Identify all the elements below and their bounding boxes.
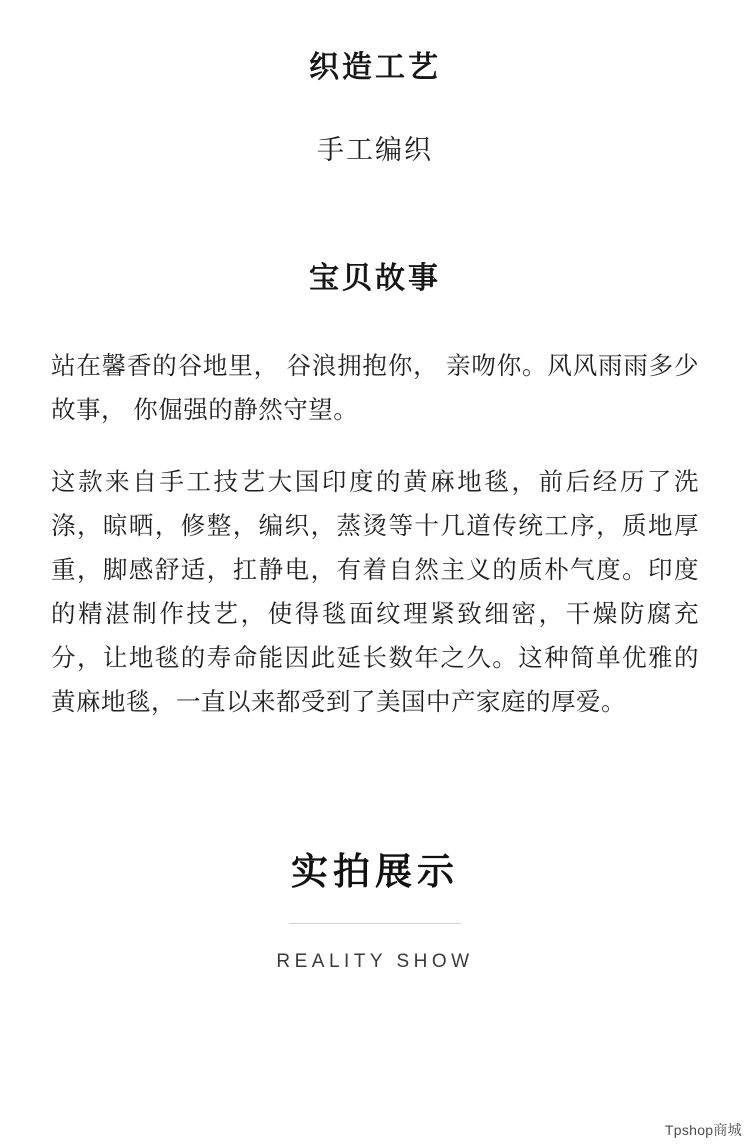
story-paragraph-1: 站在馨香的谷地里， 谷浪拥抱你， 亲吻你。风风雨雨多少故事， 你倔强的静然守望。 [51,353,699,424]
section-divider [289,923,461,924]
story-section-title: 宝贝故事 [309,262,441,295]
reality-show-title: 实拍展示 [291,851,459,892]
reality-show-subtitle: REALITY SHOW [276,951,474,972]
reality-show-section [0,841,750,973]
story-paragraph-2: 这款来自手工技艺大国印度的黄麻地毯，前后经历了洗涤，晾晒，修整，编织，蒸烫等十几道传统工序，质地厚重，脚感舒适，扛静电，有着自然主义的质朴气度。印度的精湛制作技艺，使得毯面纹理紧致细密，干燥防腐充分，让地毯的寿命能因此延长数年之久。这种简单优雅的黄麻地毯，一直以来都受到了美国中产家庭的厚爱。 [51,469,699,716]
product-detail-page [0,42,750,1146]
story-section-body [51,297,699,725]
watermark-label: Tpshop商城 [664,1122,742,1138]
craft-section-title: 织造工艺 [309,51,441,84]
craft-section-value: 手工编织 [317,135,433,165]
